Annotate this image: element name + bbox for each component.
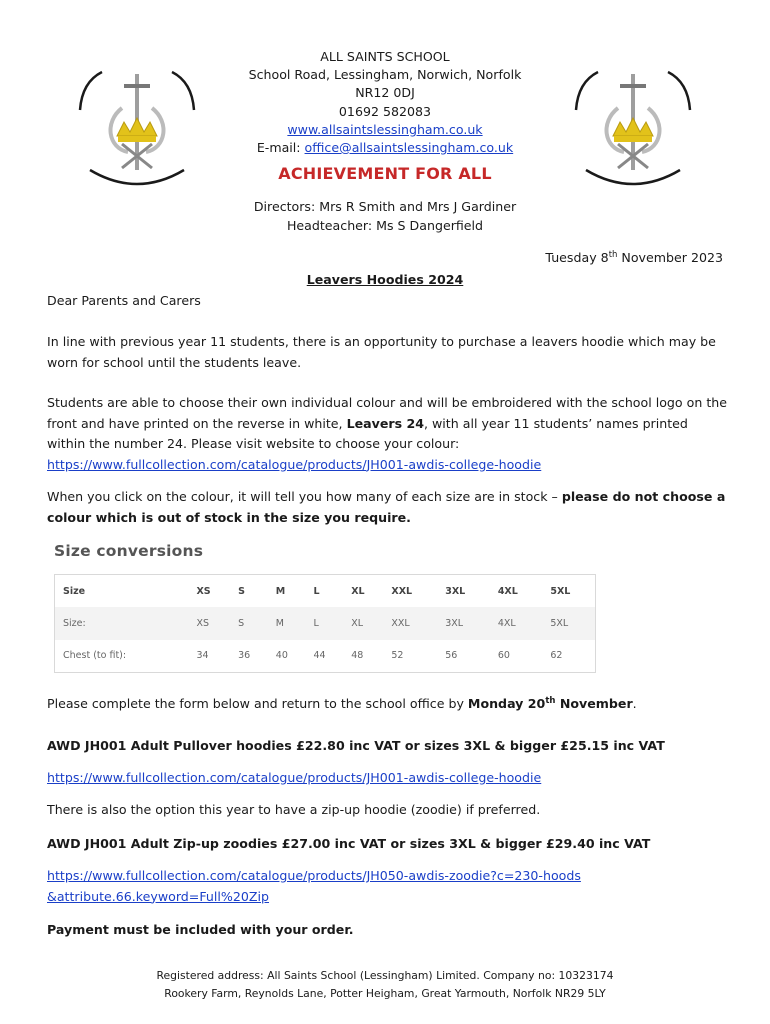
table-cell: XS	[196, 617, 209, 629]
paragraph-colour	[47, 393, 727, 475]
payment-note: Payment must be included with your order.	[47, 922, 354, 937]
table-cell: 40	[275, 650, 288, 662]
school-website-link[interactable]: www.allsaintslessingham.co.uk	[287, 121, 483, 137]
table-cell: 4XL	[497, 617, 516, 629]
headteacher-line: Headteacher: Ms S Dangerfield	[286, 218, 484, 233]
table-cell: S	[238, 585, 245, 597]
school-address: School Road, Lessingham, Norwich, Norfolk	[248, 67, 522, 83]
table-row	[55, 607, 595, 639]
table-header-row	[55, 575, 595, 607]
email-label: E-mail:	[256, 140, 305, 156]
table-cell: M	[275, 617, 284, 629]
school-crest-left	[62, 52, 212, 202]
table-cell: M	[275, 585, 286, 597]
table-cell: 3XL	[445, 585, 466, 597]
paragraph-text: , with all year 11 students’ names printed within the number 24. Please visit website to choose your colour:	[47, 415, 688, 451]
paragraph-text: Please complete the form below and return to the school office by	[47, 696, 468, 711]
table-cell: 44	[313, 650, 326, 662]
table-cell: XL	[351, 585, 365, 597]
table-cell: XXL	[391, 585, 413, 597]
letter-date	[545, 250, 723, 265]
zip-option-text: There is also the option this year to have a zip-up hoodie (zoodie) if preferred.	[47, 802, 541, 817]
table-cell: XL	[351, 617, 364, 629]
leavers-24-text: Leavers 24	[346, 415, 424, 431]
paragraph-text: When you click on the colour, it will tell you how many of each size are in stock –	[47, 489, 562, 504]
table-row	[55, 640, 595, 672]
table-cell: 56	[445, 650, 458, 662]
table-cell: 5XL	[550, 617, 569, 629]
crest-emblem	[62, 52, 212, 202]
size-conversions-table	[54, 574, 596, 673]
pullover-hoodie-link[interactable]: https://www.fullcollection.com/catalogue/products/JH001-awdis-college-hoodie	[47, 770, 542, 785]
pullover-link-line	[47, 768, 727, 789]
zip-link-line	[47, 866, 587, 907]
zip-price-heading: AWD JH001 Adult Zip-up zoodies £27.00 inc VAT or sizes 3XL & bigger £29.40 inc VAT	[47, 836, 651, 851]
paragraph-return-form	[47, 694, 727, 715]
crest-emblem	[558, 52, 708, 202]
table-cell: L	[313, 617, 319, 629]
paragraph-intro: In line with previous year 11 students, there is an opportunity to purchase a leavers hoodie which may be worn for school until the students leave.	[47, 334, 716, 370]
paragraph-stock	[47, 487, 727, 528]
date-day: Tuesday 8	[545, 250, 609, 265]
school-name: ALL SAINTS SCHOOL	[320, 49, 450, 64]
deadline-date	[468, 696, 633, 711]
zip-zoodie-link[interactable]: https://www.fullcollection.com/catalogue/products/JH050-awdis-zoodie?c=230-hoods&attribute.66.keyword=Full%20Zip	[47, 868, 581, 904]
table-cell: XXL	[391, 617, 410, 629]
table-cell: Size:	[63, 617, 86, 629]
table-cell: XS	[196, 585, 211, 597]
paragraph-text: Students are able to choose their own individual colour and will be embroidered with the school logo on the front and have printed on the reverse in white,	[47, 395, 727, 431]
size-conversions-heading: Size conversions	[54, 542, 204, 560]
school-crest-right	[558, 52, 708, 202]
footer	[0, 967, 770, 1003]
table-cell: 4XL	[497, 585, 518, 597]
date-month-year: November 2023	[617, 250, 723, 265]
stock-warning: please do not choose a colour which is out of stock in the size you require.	[47, 489, 726, 525]
table-cell: L	[313, 585, 320, 597]
letter-subject: Leavers Hoodies 2024	[306, 272, 464, 287]
school-motto: ACHIEVEMENT FOR ALL	[278, 164, 492, 183]
table-cell: S	[238, 617, 245, 629]
paragraph-text: .	[632, 696, 637, 711]
table-cell: 62	[550, 650, 563, 662]
school-email-link[interactable]: office@allsaintslessingham.co.uk	[304, 140, 514, 156]
table-cell: 3XL	[445, 617, 464, 629]
footer-farm-address: Rookery Farm, Reynolds Lane, Potter Heigham, Great Yarmouth, Norfolk NR29 5LY	[164, 987, 606, 1000]
table-cell: Size	[63, 585, 86, 597]
school-phone: 01692 582083	[338, 103, 432, 119]
deadline-ordinal: th	[545, 695, 556, 706]
table-cell: 48	[351, 650, 364, 662]
deadline-month: November	[555, 696, 633, 711]
footer-registered-address: Registered address: All Saints School (Lessingham) Limited. Company no: 10323174	[156, 969, 614, 982]
staff-block	[200, 197, 570, 235]
table-cell: 52	[391, 650, 404, 662]
school-postcode: NR12 0DJ	[355, 85, 415, 101]
table-cell: 5XL	[550, 585, 571, 597]
date-ordinal: th	[608, 249, 618, 260]
table-cell: Chest (to fit):	[63, 650, 127, 662]
email-line	[200, 139, 570, 157]
deadline-day: Monday 20	[467, 696, 546, 711]
letterhead	[200, 48, 570, 157]
table-cell: 34	[196, 650, 209, 662]
table-cell: 36	[238, 650, 251, 662]
pullover-price-heading: AWD JH001 Adult Pullover hoodies £22.80 inc VAT or sizes 3XL & bigger £25.15 inc VAT	[47, 738, 665, 753]
hoodie-colour-link[interactable]: https://www.fullcollection.com/catalogue/products/JH001-awdis-college-hoodie	[47, 456, 542, 472]
table-cell: 60	[497, 650, 510, 662]
salutation: Dear Parents and Carers	[47, 293, 201, 308]
directors-line: Directors: Mrs R Smith and Mrs J Gardiner	[253, 199, 517, 214]
